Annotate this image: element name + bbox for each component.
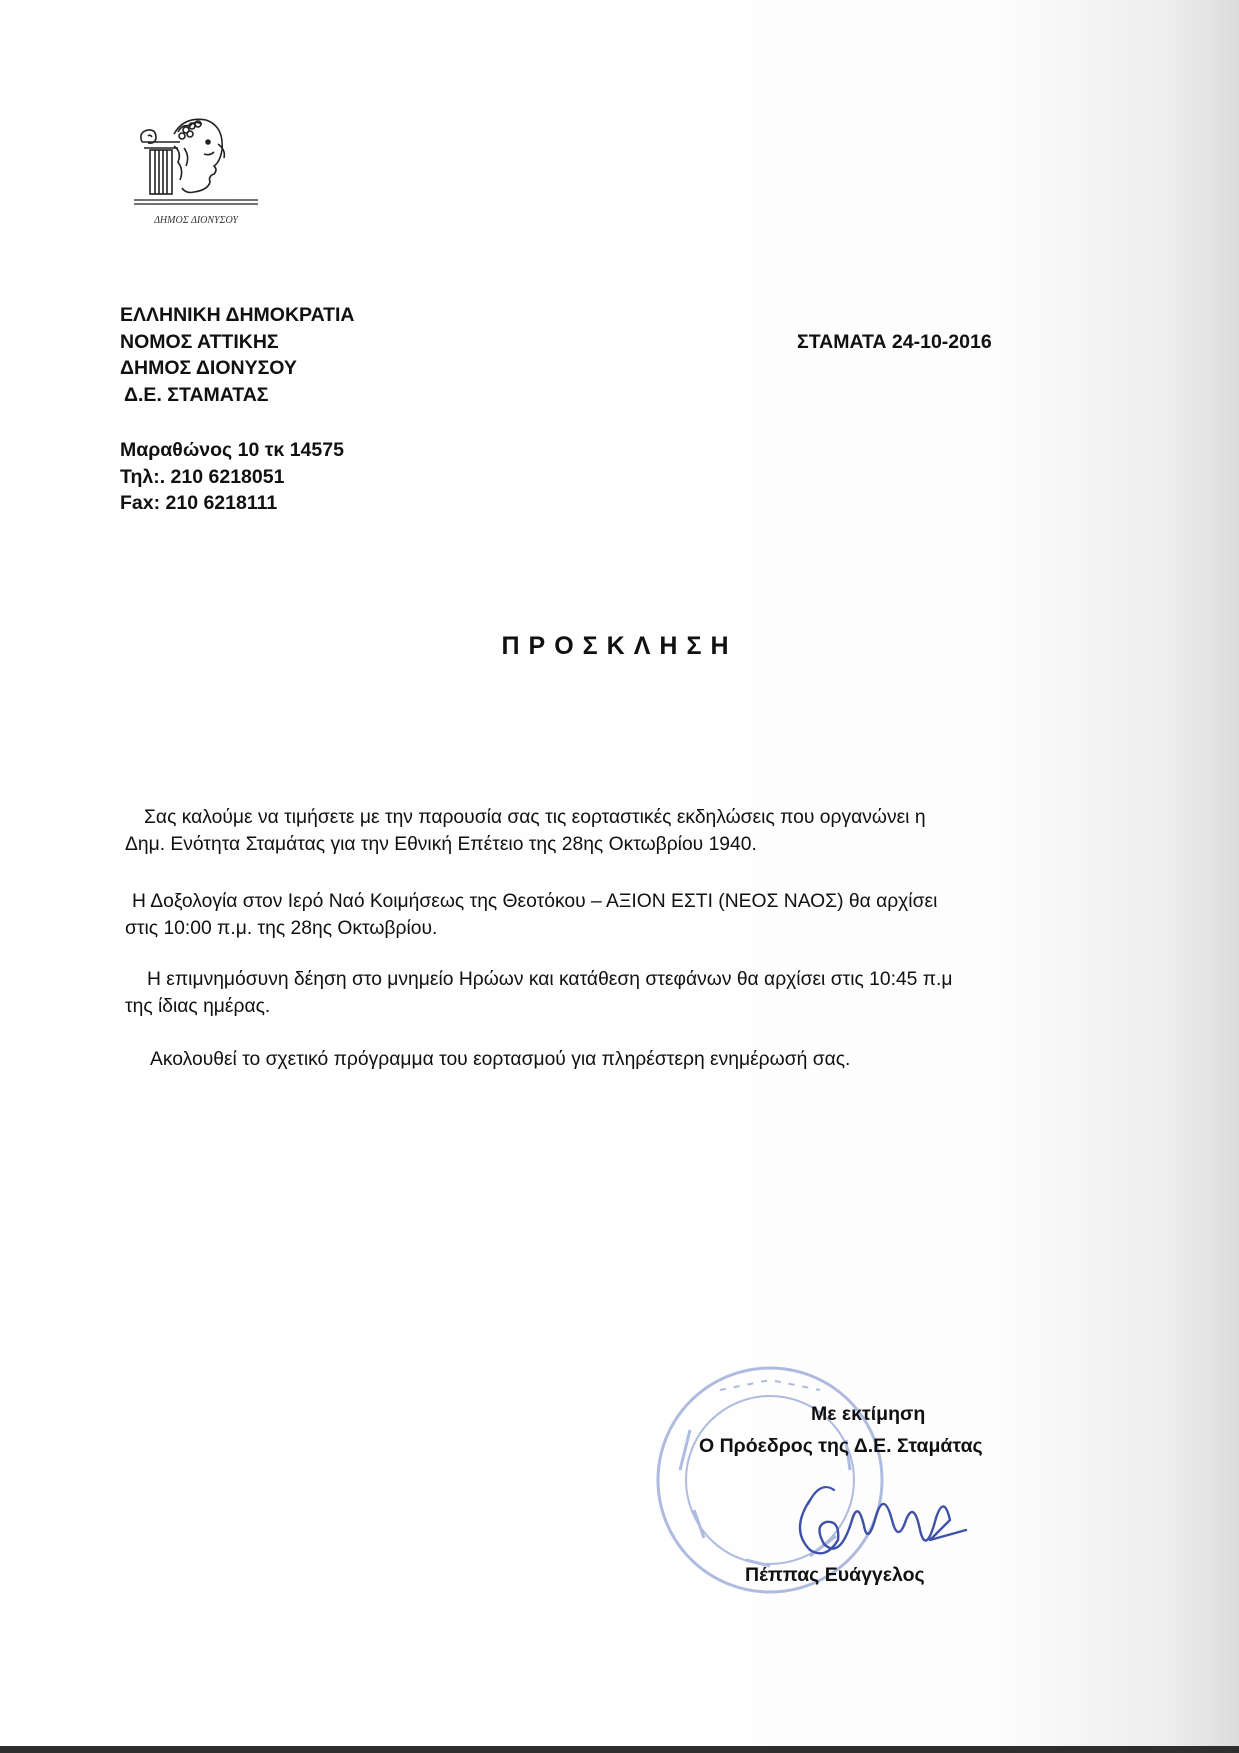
handwritten-signature: [780, 1460, 980, 1580]
paragraph-line: Σας καλούμε να τιμήσετε με την παρουσία σας τις εορταστικές εκδηλώσεις που οργανώνει η: [144, 807, 926, 828]
paragraph-line: Ακολουθεί το σχετικό πρόγραμμα του εορτασμού για πληρέστερη ενημέρωσή σας.: [150, 1049, 851, 1070]
paragraph-line: της ίδιας ημέρας.: [125, 996, 271, 1017]
signatory-position: Ο Πρόεδρος της Δ.Ε. Σταμάτας: [699, 1435, 983, 1457]
paragraph-memorial: [125, 966, 1115, 1020]
paragraph-line: στις 10:00 π.μ. της 28ης Οκτωβρίου.: [125, 918, 438, 939]
header-line-country: ΕΛΛΗΝΙΚΗ ΔΗΜΟΚΡΑΤΙΑ: [120, 304, 355, 326]
paragraph-invitation: [125, 804, 1115, 858]
signatory-name: Πέππας Ευάγγελος: [745, 1564, 925, 1586]
issuer-header: [120, 302, 355, 408]
paragraph-doxology: [125, 888, 1115, 942]
closing: Με εκτίμηση: [811, 1403, 926, 1425]
paragraph-line: Η επιμνημόσυνη δέηση στο μνημείο Ηρώων και κατάθεση στεφάνων θα αρχίσει στις 10:45 π.μ: [147, 969, 953, 990]
header-line-prefecture: ΝΟΜΟΣ ΑΤΤΙΚΗΣ: [120, 330, 279, 353]
logo-caption: ΔΗΜΟΣ ΔΙΟΝΥΣΟΥ: [154, 215, 238, 226]
paragraph-line: Δημ. Ενότητα Σταμάτας για την Εθνική Επέτειο της 28ης Οκτωβρίου 1940.: [125, 834, 757, 855]
dionysus-head-column-icon: [134, 112, 258, 212]
address: Μαραθώνος 10 τκ 14575: [120, 439, 344, 461]
paragraph-line: Η Δοξολογία στον Ιερό Ναό Κοιμήσεως της Θεοτόκου – ΑΞΙΟΝ ΕΣΤΙ (ΝΕΟΣ ΝΑΟΣ) θα αρχίσει: [132, 891, 938, 912]
document-title: ΠΡΟΣΚΛΗΣΗ: [501, 632, 738, 660]
scan-bottom-edge: [0, 1746, 1239, 1753]
phone: Τηλ:. 210 6218051: [120, 465, 285, 488]
header-line-unit: Δ.Ε. ΣΤΑΜΑΤΑΣ: [124, 383, 269, 406]
signature-block: [600, 1398, 1050, 1462]
header-line-municipality: ΔΗΜΟΣ ΔΙΟΝΥΣΟΥ: [120, 357, 297, 379]
paragraph-program: [125, 1046, 1115, 1073]
fax: Fax: 210 6218111: [120, 492, 278, 514]
contact-block: [120, 437, 344, 517]
document-date: ΣΤΑΜΑΤΑ 24-10-2016: [797, 331, 992, 353]
municipality-logo: [134, 112, 258, 234]
